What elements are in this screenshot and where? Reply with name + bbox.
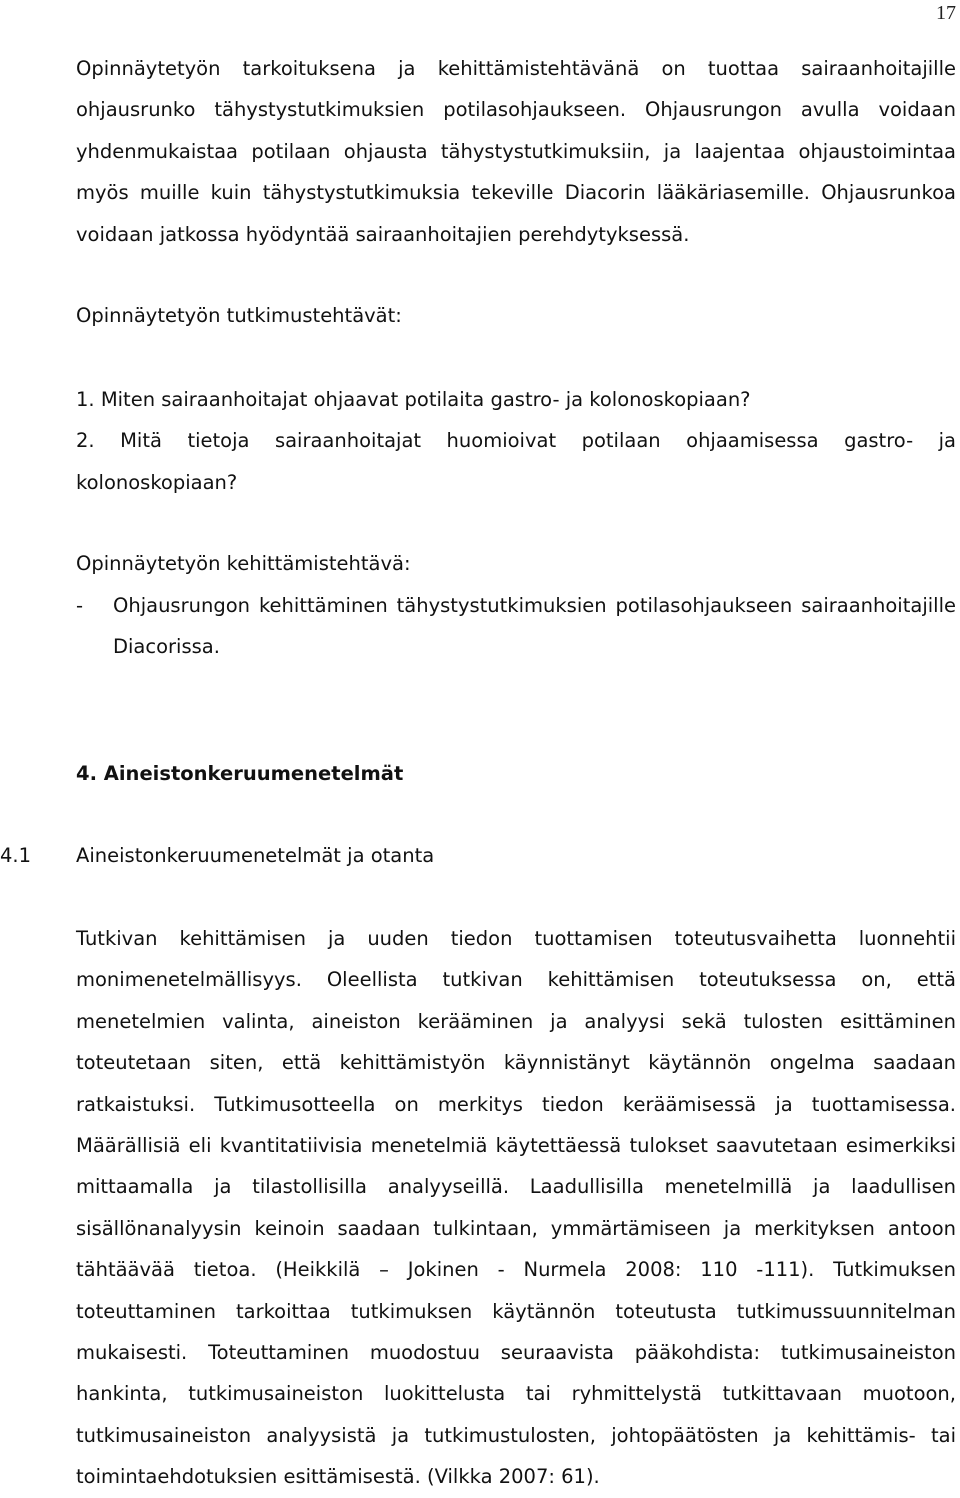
list-item (76, 379, 956, 420)
development-task-text: Ohjausrungon kehittäminen tähystystutkimuksien potilasohjaukseen sairaanhoitajille Diacorissa. (113, 593, 956, 659)
method-paragraph: Tutkivan kehittämisen ja uuden tiedon tuottamisen toteutusvaihetta luonnehtii monimenetelmällisyys. Oleellista tutkivan kehittämisen toteutuksessa on, että menetelmien valinta, aineiston kerääminen ja analyysi sekä tulosten esittäminen toteutetaan siten, että kehittämistyön käynnistänyt käytännön ongelma saadaan ratkaistuksi. Tutkimusotteella on merkitys tiedon keräämisessä ja tuottamisessa. Määrällisiä eli kvantitatiivisia menetelmiä käytettäessä tulokset saavutetaan esimerkiksi mittaamalla ja tilastollisilla analyyseillä. Laadullisilla menetelmillä ja laadullisen sisällönanalyysin keinoin saadaan tulkintaan, ymmärtämiseen ja merkityksen antoon tähtäävää tietoa. (Heikkilä – Jokinen - Nurmela 2008: 110 -111). Tutkimuksen toteuttaminen tarkoittaa tutkimuksen käytännön toteutusta tutkimussuunnitelman mukaisesti. Toteuttaminen muodostuu seuraavista pääkohdista: tutkimusaineiston hankinta, tutkimusaineiston luokittelusta tai ryhmittelystä tutkittavaan muotoon, tutkimusaineiston analyysistä ja tutkimustulosten, johtopäätösten ja kehittämis- tai toimintaehdotuksien esittämisestä. (Vilkka 2007: 61). (76, 927, 956, 1489)
development-task-heading: Opinnäytetyön kehittämistehtävä: (76, 552, 411, 576)
research-tasks-heading: Opinnäytetyön tutkimustehtävät: (76, 304, 402, 328)
list-item-text: Mitä tietoja sairaanhoitajat huomioivat potilaan ohjaamisessa gastro- ja kolonoskopiaan? (76, 429, 956, 494)
list-item (76, 420, 956, 503)
section-title: Aineistonkeruumenetelmät (103, 762, 404, 785)
dash-marker: - (76, 593, 84, 617)
research-tasks-block (76, 379, 956, 667)
method-paragraph-block (76, 918, 956, 1498)
document-body (76, 48, 956, 336)
section-number: 4. (76, 762, 97, 785)
list-item-text: Miten sairaanhoitajat ohjaavat potilaita gastro- ja kolonoskopiaan? (100, 388, 751, 411)
subsection-number: 4.1 (0, 844, 32, 867)
development-task-item (76, 585, 956, 668)
list-number: 1. (76, 388, 95, 411)
section-4-title (76, 753, 403, 794)
list-number: 2. (76, 429, 95, 453)
intro-paragraph: Opinnäytetyön tarkoituksena ja kehittämistehtävänä on tuottaa sairaanhoitajille ohjausrunko tähystystutkimuksien potilasohjaukseen. Ohjausrungon avulla voidaan yhdenmukaistaa potilaan ohjausta tähystystutkimuksiin, ja laajentaa ohjaustoimintaa myös muille kuin tähystystutkimuksia tekeville Diacorin lääkäriasemille. Ohjausrunkoa voidaan jatkossa hyödyntää sairaanhoitajien perehdytyksessä. (76, 57, 956, 246)
page-number: 17 (936, 2, 956, 24)
subsection-title: Aineistonkeruumenetelmät ja otanta (76, 844, 435, 867)
section-4-1-title (0, 835, 434, 876)
